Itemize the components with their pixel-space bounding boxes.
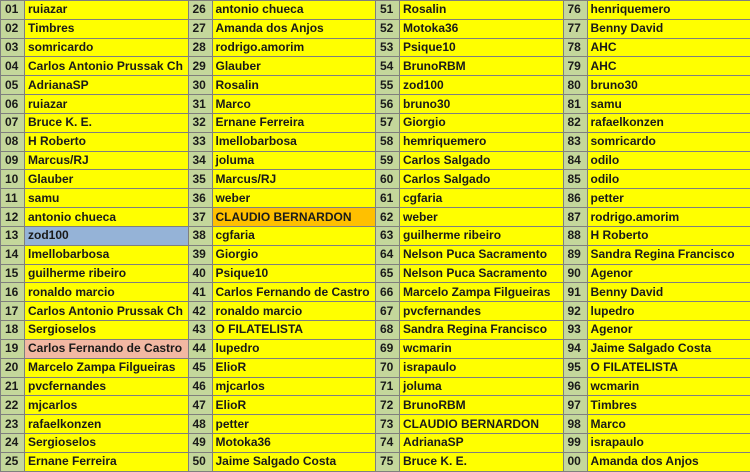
- entry-number-cell: 44: [188, 339, 212, 358]
- entry-number-cell: 81: [563, 95, 587, 114]
- table-row: [1, 283, 750, 302]
- participant-name-cell: Sergioselos: [25, 321, 189, 340]
- entry-number-cell: 96: [563, 377, 587, 396]
- participant-name-cell: odilo: [587, 151, 750, 170]
- participant-name-cell: petter: [587, 189, 750, 208]
- table-row: [1, 434, 750, 453]
- entry-number-cell: 88: [563, 226, 587, 245]
- entry-number-cell: 68: [376, 321, 400, 340]
- table-row: [1, 452, 750, 471]
- entry-number-cell: 58: [376, 132, 400, 151]
- entry-number-cell: 11: [1, 189, 25, 208]
- participant-name-cell: Sandra Regina Francisco: [587, 245, 750, 264]
- entry-number-cell: 82: [563, 113, 587, 132]
- participant-name-cell: lmellobarbosa: [212, 132, 376, 151]
- table-row: [1, 264, 750, 283]
- participant-name-cell: odilo: [587, 170, 750, 189]
- participant-name-cell: Psique10: [212, 264, 376, 283]
- entry-number-cell: 92: [563, 302, 587, 321]
- entry-number-cell: 34: [188, 151, 212, 170]
- entry-number-cell: 64: [376, 245, 400, 264]
- table-row: [1, 321, 750, 340]
- participant-name-cell: Carlos Fernando de Castro: [212, 283, 376, 302]
- entry-number-cell: 61: [376, 189, 400, 208]
- entry-number-cell: 51: [376, 1, 400, 20]
- table-row: [1, 396, 750, 415]
- entry-number-cell: 40: [188, 264, 212, 283]
- entry-number-cell: 74: [376, 434, 400, 453]
- table-row: [1, 245, 750, 264]
- participant-name-cell: joluma: [400, 377, 564, 396]
- participant-name-cell: Motoka36: [400, 19, 564, 38]
- participant-name-cell: zod100: [400, 76, 564, 95]
- participant-name-cell: cgfaria: [212, 226, 376, 245]
- participant-name-cell: Bruce K. E.: [400, 452, 564, 471]
- entry-number-cell: 09: [1, 151, 25, 170]
- participant-name-cell: Bruce K. E.: [25, 113, 189, 132]
- participant-name-cell: weber: [212, 189, 376, 208]
- participant-name-cell: petter: [212, 415, 376, 434]
- participant-name-cell: Benny David: [587, 19, 750, 38]
- entry-number-cell: 48: [188, 415, 212, 434]
- participant-name-cell: somricardo: [587, 132, 750, 151]
- entry-number-cell: 36: [188, 189, 212, 208]
- participant-name-cell: somricardo: [25, 38, 189, 57]
- entry-number-cell: 31: [188, 95, 212, 114]
- entry-number-cell: 85: [563, 170, 587, 189]
- participant-name-cell: rafaelkonzen: [25, 415, 189, 434]
- participant-name-cell: Amanda dos Anjos: [212, 19, 376, 38]
- participant-name-cell: Marcelo Zampa Filgueiras: [400, 283, 564, 302]
- entry-number-cell: 91: [563, 283, 587, 302]
- table-row: [1, 415, 750, 434]
- entry-number-cell: 33: [188, 132, 212, 151]
- participant-name-cell: Sandra Regina Francisco: [400, 321, 564, 340]
- entry-number-cell: 17: [1, 302, 25, 321]
- table-row: [1, 377, 750, 396]
- entry-number-cell: 24: [1, 434, 25, 453]
- participant-name-cell: samu: [587, 95, 750, 114]
- entry-number-cell: 35: [188, 170, 212, 189]
- entry-number-cell: 30: [188, 76, 212, 95]
- table-row: [1, 339, 750, 358]
- participant-name-cell: Carlos Salgado: [400, 170, 564, 189]
- participant-name-cell: Sergioselos: [25, 434, 189, 453]
- participant-name-cell: Giorgio: [212, 245, 376, 264]
- participant-name-cell: Ernane Ferreira: [25, 452, 189, 471]
- participant-name-cell: Glauber: [25, 170, 189, 189]
- entry-number-cell: 54: [376, 57, 400, 76]
- participant-name-cell: samu: [25, 189, 189, 208]
- participant-name-cell: pvcfernandes: [400, 302, 564, 321]
- entry-number-cell: 28: [188, 38, 212, 57]
- participant-name-cell: Agenor: [587, 321, 750, 340]
- highlighted-name-cell: Carlos Fernando de Castro: [25, 339, 189, 358]
- entry-number-cell: 78: [563, 38, 587, 57]
- participant-name-cell: wcmarin: [587, 377, 750, 396]
- entry-number-cell: 07: [1, 113, 25, 132]
- participant-name-cell: joluma: [212, 151, 376, 170]
- entry-number-cell: 94: [563, 339, 587, 358]
- participant-name-cell: Giorgio: [400, 113, 564, 132]
- participant-name-cell: Amanda dos Anjos: [587, 452, 750, 471]
- entry-number-cell: 04: [1, 57, 25, 76]
- participant-name-cell: H Roberto: [25, 132, 189, 151]
- participant-name-cell: O FILATELISTA: [587, 358, 750, 377]
- participant-name-cell: wcmarin: [400, 339, 564, 358]
- participant-name-cell: Marco: [212, 95, 376, 114]
- participant-name-cell: ronaldo marcio: [25, 283, 189, 302]
- participant-name-cell: lupedro: [587, 302, 750, 321]
- highlighted-name-cell: CLAUDIO BERNARDON: [212, 208, 376, 227]
- participant-name-cell: Marcus/RJ: [25, 151, 189, 170]
- table-row: [1, 151, 750, 170]
- participant-name-cell: bruno30: [587, 76, 750, 95]
- participant-name-cell: mjcarlos: [25, 396, 189, 415]
- participant-name-cell: guilherme ribeiro: [400, 226, 564, 245]
- participant-name-cell: ElioR: [212, 396, 376, 415]
- participant-name-cell: AdrianaSP: [25, 76, 189, 95]
- participant-name-cell: AdrianaSP: [400, 434, 564, 453]
- entry-number-cell: 39: [188, 245, 212, 264]
- participant-name-cell: Psique10: [400, 38, 564, 57]
- participant-name-cell: Nelson Puca Sacramento: [400, 264, 564, 283]
- participant-name-cell: ronaldo marcio: [212, 302, 376, 321]
- entry-number-cell: 63: [376, 226, 400, 245]
- participant-name-cell: ruiazar: [25, 95, 189, 114]
- participant-name-cell: Rosalin: [212, 76, 376, 95]
- entry-number-cell: 97: [563, 396, 587, 415]
- entry-number-cell: 19: [1, 339, 25, 358]
- participant-name-cell: H Roberto: [587, 226, 750, 245]
- table-row: [1, 113, 750, 132]
- table-row: [1, 57, 750, 76]
- participant-name-cell: Carlos Antonio Prussak Ch: [25, 302, 189, 321]
- entry-number-cell: 53: [376, 38, 400, 57]
- participant-name-cell: BrunoRBM: [400, 57, 564, 76]
- entry-number-cell: 41: [188, 283, 212, 302]
- participant-name-cell: cgfaria: [400, 189, 564, 208]
- entry-number-cell: 55: [376, 76, 400, 95]
- participant-name-cell: ruiazar: [25, 1, 189, 20]
- entry-number-cell: 02: [1, 19, 25, 38]
- entry-number-cell: 80: [563, 76, 587, 95]
- entry-number-cell: 42: [188, 302, 212, 321]
- participant-name-cell: Jaime Salgado Costa: [587, 339, 750, 358]
- participant-name-cell: Marcelo Zampa Filgueiras: [25, 358, 189, 377]
- entry-number-cell: 72: [376, 396, 400, 415]
- entry-number-cell: 10: [1, 170, 25, 189]
- entry-number-cell: 69: [376, 339, 400, 358]
- entry-number-cell: 12: [1, 208, 25, 227]
- participant-name-cell: henriquemero: [587, 1, 750, 20]
- entry-number-cell: 25: [1, 452, 25, 471]
- entry-number-cell: 47: [188, 396, 212, 415]
- participant-name-cell: AHC: [587, 57, 750, 76]
- entry-number-cell: 71: [376, 377, 400, 396]
- entry-number-cell: 79: [563, 57, 587, 76]
- entry-number-cell: 05: [1, 76, 25, 95]
- participant-name-cell: lmellobarbosa: [25, 245, 189, 264]
- participant-name-cell: mjcarlos: [212, 377, 376, 396]
- entry-number-cell: 16: [1, 283, 25, 302]
- participant-name-cell: Carlos Salgado: [400, 151, 564, 170]
- table-row: [1, 76, 750, 95]
- entry-number-cell: 62: [376, 208, 400, 227]
- entry-number-cell: 65: [376, 264, 400, 283]
- participant-name-cell: rafaelkonzen: [587, 113, 750, 132]
- entry-number-cell: 52: [376, 19, 400, 38]
- entry-number-cell: 99: [563, 434, 587, 453]
- entry-number-cell: 29: [188, 57, 212, 76]
- entry-number-cell: 32: [188, 113, 212, 132]
- participant-name-cell: O FILATELISTA: [212, 321, 376, 340]
- participant-name-cell: guilherme ribeiro: [25, 264, 189, 283]
- entry-number-cell: 73: [376, 415, 400, 434]
- participant-name-cell: lupedro: [212, 339, 376, 358]
- entry-number-cell: 22: [1, 396, 25, 415]
- participant-name-cell: Motoka36: [212, 434, 376, 453]
- entry-number-cell: 83: [563, 132, 587, 151]
- entry-number-cell: 59: [376, 151, 400, 170]
- participant-name-cell: hemriquemero: [400, 132, 564, 151]
- entry-number-cell: 66: [376, 283, 400, 302]
- participant-name-cell: pvcfernandes: [25, 377, 189, 396]
- entry-number-cell: 45: [188, 358, 212, 377]
- participant-name-cell: Agenor: [587, 264, 750, 283]
- table-row: [1, 95, 750, 114]
- entry-number-cell: 13: [1, 226, 25, 245]
- participant-name-cell: israpaulo: [400, 358, 564, 377]
- participant-name-cell: AHC: [587, 38, 750, 57]
- entry-number-cell: 43: [188, 321, 212, 340]
- table-row: [1, 189, 750, 208]
- entry-number-cell: 57: [376, 113, 400, 132]
- entry-number-cell: 67: [376, 302, 400, 321]
- participant-name-cell: Benny David: [587, 283, 750, 302]
- entry-number-cell: 75: [376, 452, 400, 471]
- entry-number-cell: 26: [188, 1, 212, 20]
- entry-number-cell: 23: [1, 415, 25, 434]
- entry-number-cell: 03: [1, 38, 25, 57]
- entry-number-cell: 50: [188, 452, 212, 471]
- entry-number-cell: 27: [188, 19, 212, 38]
- table-row: [1, 226, 750, 245]
- participant-name-cell: rodrigo.amorim: [587, 208, 750, 227]
- entry-number-cell: 89: [563, 245, 587, 264]
- participant-name-cell: Jaime Salgado Costa: [212, 452, 376, 471]
- highlighted-name-cell: zod100: [25, 226, 189, 245]
- participant-name-cell: BrunoRBM: [400, 396, 564, 415]
- entry-number-cell: 37: [188, 208, 212, 227]
- entry-number-cell: 90: [563, 264, 587, 283]
- entry-number-cell: 87: [563, 208, 587, 227]
- participant-name-cell: Timbres: [25, 19, 189, 38]
- participant-name-cell: Nelson Puca Sacramento: [400, 245, 564, 264]
- entry-number-cell: 76: [563, 1, 587, 20]
- entry-number-cell: 77: [563, 19, 587, 38]
- participant-name-cell: Carlos Antonio Prussak Ch: [25, 57, 189, 76]
- participant-name-cell: weber: [400, 208, 564, 227]
- participant-name-cell: Marcus/RJ: [212, 170, 376, 189]
- participant-name-cell: antonio chueca: [212, 1, 376, 20]
- entry-number-cell: 49: [188, 434, 212, 453]
- entry-number-cell: 93: [563, 321, 587, 340]
- participant-name-cell: israpaulo: [587, 434, 750, 453]
- entry-number-cell: 84: [563, 151, 587, 170]
- entry-number-cell: 14: [1, 245, 25, 264]
- table-row: [1, 132, 750, 151]
- participant-name-cell: ElioR: [212, 358, 376, 377]
- entry-number-cell: 46: [188, 377, 212, 396]
- entry-number-cell: 06: [1, 95, 25, 114]
- participant-name-cell: Timbres: [587, 396, 750, 415]
- participant-name-cell: Ernane Ferreira: [212, 113, 376, 132]
- table-row: [1, 170, 750, 189]
- entry-number-cell: 21: [1, 377, 25, 396]
- entry-number-cell: 70: [376, 358, 400, 377]
- participant-name-cell: Marco: [587, 415, 750, 434]
- entry-number-cell: 38: [188, 226, 212, 245]
- table-row: [1, 358, 750, 377]
- table-row: [1, 208, 750, 227]
- entry-number-cell: 18: [1, 321, 25, 340]
- entry-number-cell: 60: [376, 170, 400, 189]
- table-row: [1, 302, 750, 321]
- table-row: [1, 1, 750, 20]
- participant-name-cell: bruno30: [400, 95, 564, 114]
- entry-number-cell: 56: [376, 95, 400, 114]
- table-body: [1, 1, 750, 472]
- participant-name-cell: Rosalin: [400, 1, 564, 20]
- participant-name-cell: antonio chueca: [25, 208, 189, 227]
- table-row: [1, 19, 750, 38]
- participant-name-cell: CLAUDIO BERNARDON: [400, 415, 564, 434]
- entry-number-cell: 15: [1, 264, 25, 283]
- entry-number-cell: 01: [1, 1, 25, 20]
- entry-number-cell: 86: [563, 189, 587, 208]
- entry-number-cell: 20: [1, 358, 25, 377]
- entry-number-cell: 98: [563, 415, 587, 434]
- table-row: [1, 38, 750, 57]
- participant-name-cell: Glauber: [212, 57, 376, 76]
- entry-number-cell: 95: [563, 358, 587, 377]
- participant-name-cell: rodrigo.amorim: [212, 38, 376, 57]
- entry-number-cell: 08: [1, 132, 25, 151]
- entry-number-cell: 00: [563, 452, 587, 471]
